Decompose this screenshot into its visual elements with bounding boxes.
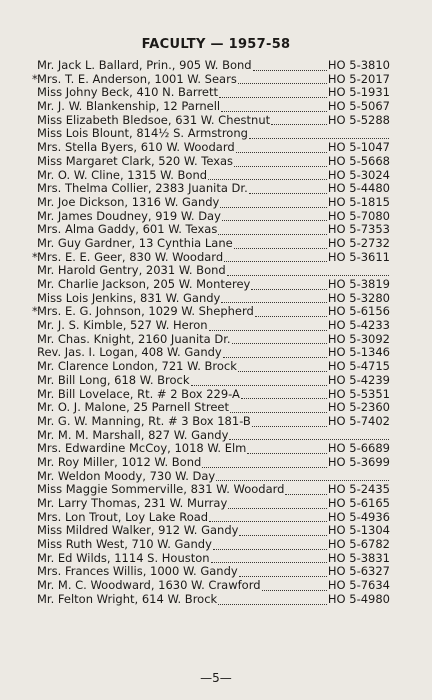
dot-leader bbox=[249, 129, 389, 139]
phone-number: HO 5-1815 bbox=[327, 194, 390, 209]
faculty-row bbox=[38, 223, 390, 237]
faculty-name-address: Mr. Charlie Jackson, 205 W. Monterey bbox=[37, 277, 251, 291]
dot-leader bbox=[229, 430, 389, 440]
dot-leader bbox=[223, 348, 327, 358]
star-marker: * bbox=[32, 71, 38, 86]
faculty-name-address: Miss Lois Jenkins, 831 W. Gandy bbox=[37, 290, 221, 305]
phone-number: HO 5-3611 bbox=[327, 249, 390, 264]
faculty-name-address: Mrs. Thelma Collier, 2383 Juanita Dr. bbox=[37, 181, 248, 196]
dot-leader bbox=[271, 115, 327, 125]
phone-number: HO 5-6165 bbox=[327, 496, 390, 510]
dot-leader bbox=[234, 157, 327, 167]
phone-number: HO 5-7402 bbox=[327, 413, 390, 428]
faculty-name-address: Miss Lois Blount, 814½ S. Armstrong bbox=[37, 126, 248, 141]
faculty-name-address: Mr. Clarence London, 721 W. Brock bbox=[37, 359, 237, 374]
faculty-name-address: Mr. Bill Long, 618 W. Brock bbox=[37, 372, 190, 387]
phone-number: HO 5-3280 bbox=[327, 290, 390, 305]
faculty-name-address: Miss Johny Beck, 410 N. Barrett bbox=[37, 85, 219, 100]
faculty-row bbox=[32, 304, 390, 319]
faculty-row bbox=[38, 346, 390, 360]
phone-number: HO 5-4480 bbox=[327, 181, 390, 196]
phone-number: HO 5-2017 bbox=[327, 71, 390, 86]
faculty-name-address: Mr. Joe Dickson, 1316 W. Gandy bbox=[37, 194, 220, 209]
phone-number: HO 5-6782 bbox=[327, 537, 390, 552]
star-marker: * bbox=[32, 304, 38, 319]
dot-leader bbox=[252, 417, 327, 427]
faculty-name-address: Miss Maggie Sommerville, 831 W. Woodard bbox=[37, 482, 285, 497]
faculty-name-address: Mr. Bill Lovelace, Rt. # 2 Box 229-A bbox=[37, 386, 240, 401]
faculty-name-address: Mrs. E. E. Geer, 830 W. Woodard bbox=[37, 249, 224, 264]
phone-number: HO 5-4715 bbox=[327, 359, 390, 374]
faculty-name-address: Miss Margaret Clark, 520 W. Texas bbox=[37, 153, 234, 168]
phone-number: HO 5-4239 bbox=[327, 372, 390, 387]
dot-leader bbox=[253, 61, 327, 71]
faculty-name-address: Mrs. Lon Trout, Loy Lake Road bbox=[37, 509, 209, 524]
dot-leader bbox=[191, 376, 327, 386]
faculty-name-address: Mr. Chas. Knight, 2160 Juanita Dr. bbox=[37, 331, 231, 346]
page-heading: FACULTY — 1957-58 bbox=[141, 37, 291, 52]
faculty-row bbox=[38, 401, 390, 415]
phone-number: HO 5-4936 bbox=[327, 509, 390, 524]
faculty-name-address: Mr. James Doudney, 919 W. Day bbox=[37, 208, 221, 223]
dot-leader bbox=[211, 553, 327, 563]
dot-leader bbox=[218, 225, 327, 235]
faculty-name-address: Mrs. E. G. Johnson, 1029 W. Shepherd bbox=[37, 304, 254, 319]
phone-number: HO 5-3831 bbox=[327, 550, 390, 565]
faculty-row bbox=[38, 483, 390, 497]
faculty-row bbox=[38, 127, 390, 141]
faculty-name-address: Rev. Jas. I. Logan, 408 W. Gandy bbox=[37, 345, 222, 360]
faculty-row bbox=[38, 237, 390, 251]
dot-leader bbox=[218, 595, 327, 605]
phone-number: HO 5-6689 bbox=[327, 441, 390, 456]
dot-leader bbox=[241, 389, 327, 399]
dot-leader bbox=[213, 540, 327, 550]
dot-leader bbox=[238, 74, 327, 84]
dot-leader bbox=[227, 266, 389, 276]
faculty-name-address: Miss Mildred Walker, 912 W. Gandy bbox=[37, 523, 239, 538]
faculty-row bbox=[38, 278, 390, 292]
dot-leader bbox=[221, 293, 327, 303]
phone-number: HO 5-5668 bbox=[327, 153, 390, 168]
phone-number: HO 5-7080 bbox=[327, 208, 390, 223]
faculty-name-address: Mr. J. S. Kimble, 527 W. Heron bbox=[37, 318, 208, 333]
phone-number: HO 5-5067 bbox=[327, 99, 390, 114]
star-marker: * bbox=[32, 249, 38, 264]
dot-leader bbox=[234, 239, 327, 249]
dot-leader bbox=[239, 567, 327, 577]
faculty-name-address: Mr. O. J. Malone, 25 Parnell Street bbox=[37, 400, 230, 415]
dot-leader bbox=[239, 526, 326, 536]
faculty-row bbox=[38, 100, 390, 114]
dot-leader bbox=[262, 581, 327, 591]
faculty-name-address: Miss Elizabeth Bledsoe, 631 W. Chestnut bbox=[37, 112, 271, 127]
phone-number: HO 5-2435 bbox=[327, 482, 390, 497]
faculty-name-address: Mrs. Stella Byers, 610 W. Woodard bbox=[37, 140, 235, 155]
dot-leader bbox=[219, 88, 327, 98]
phone-number: HO 5-4980 bbox=[327, 591, 390, 606]
dot-leader bbox=[202, 458, 327, 468]
faculty-list bbox=[32, 58, 390, 607]
faculty-row bbox=[38, 429, 390, 443]
faculty-name-address: Mr. J. W. Blankenship, 12 Parnell bbox=[37, 99, 221, 114]
faculty-row bbox=[38, 388, 390, 402]
faculty-name-address: Mr. Larry Thomas, 231 W. Murray bbox=[37, 496, 228, 510]
phone-number: HO 5-3810 bbox=[327, 58, 390, 72]
faculty-name-address: Mr. G. W. Manning, Rt. # 3 Box 181-B bbox=[37, 413, 251, 428]
dot-leader bbox=[216, 471, 389, 481]
faculty-row bbox=[32, 71, 390, 87]
phone-number: HO 5-5288 bbox=[327, 112, 390, 127]
faculty-name-address: Mrs. Frances Willis, 1000 W. Gandy bbox=[37, 564, 238, 579]
faculty-row bbox=[38, 415, 390, 429]
faculty-row bbox=[38, 374, 390, 388]
faculty-name-address: Mr. Weldon Moody, 730 W. Day bbox=[37, 468, 216, 483]
dot-leader bbox=[285, 485, 326, 495]
dot-leader bbox=[255, 307, 327, 317]
phone-number: HO 5-1047 bbox=[327, 140, 390, 155]
faculty-name-address: Mr. M. M. Marshall, 827 W. Gandy bbox=[37, 427, 229, 442]
faculty-row bbox=[38, 552, 390, 566]
phone-number: HO 5-1304 bbox=[327, 523, 390, 538]
phone-number: HO 5-5351 bbox=[327, 386, 390, 401]
faculty-name-address: Mr. O. W. Cline, 1315 W. Bond bbox=[37, 167, 208, 182]
faculty-name-address: Mrs. Edwardine McCoy, 1018 W. Elm bbox=[37, 441, 247, 456]
dot-leader bbox=[251, 280, 327, 290]
dot-leader bbox=[222, 211, 327, 221]
faculty-row bbox=[38, 470, 390, 484]
phone-number: HO 5-3024 bbox=[327, 167, 390, 182]
phone-number: HO 5-2360 bbox=[327, 400, 390, 415]
faculty-row bbox=[38, 114, 390, 128]
dot-leader bbox=[220, 198, 327, 208]
faculty-row bbox=[38, 538, 390, 552]
faculty-name-address: Mr. M. C. Woodward, 1630 W. Crawford bbox=[37, 578, 261, 593]
phone-number: HO 5-6156 bbox=[327, 304, 390, 319]
faculty-name-address: Mr. Ed Wilds, 1114 S. Houston bbox=[37, 550, 210, 565]
phone-number: HO 5-6327 bbox=[327, 564, 390, 579]
faculty-name-address: Mr. Jack L. Ballard, Prin., 905 W. Bond bbox=[37, 58, 252, 72]
faculty-row bbox=[38, 565, 390, 579]
faculty-name-address: Miss Ruth West, 710 W. Gandy bbox=[37, 537, 212, 552]
faculty-name-address: Mr. Guy Gardner, 13 Cynthia Lane bbox=[37, 235, 233, 250]
dot-leader bbox=[208, 170, 327, 180]
phone-number: HO 5-3699 bbox=[327, 454, 390, 469]
dot-leader bbox=[232, 334, 327, 344]
dot-leader bbox=[221, 102, 327, 112]
faculty-row bbox=[38, 579, 390, 593]
faculty-name-address: Mr. Harold Gentry, 2031 W. Bond bbox=[37, 263, 226, 278]
dot-leader bbox=[247, 444, 327, 454]
faculty-name-address: Mrs. T. E. Anderson, 1001 W. Sears bbox=[37, 71, 237, 86]
phone-number: HO 5-3819 bbox=[327, 277, 390, 291]
faculty-row bbox=[38, 155, 390, 169]
faculty-name-address: Mrs. Alma Gaddy, 601 W. Texas bbox=[37, 222, 218, 237]
faculty-row bbox=[38, 169, 390, 183]
faculty-row bbox=[38, 497, 390, 511]
phone-number: HO 5-1931 bbox=[327, 85, 390, 100]
faculty-row bbox=[38, 141, 390, 155]
faculty-row bbox=[38, 210, 390, 224]
phone-number: HO 5-1346 bbox=[327, 345, 390, 360]
faculty-row bbox=[38, 593, 390, 607]
faculty-row bbox=[38, 333, 390, 347]
dot-leader bbox=[236, 143, 327, 153]
faculty-row bbox=[38, 264, 390, 278]
dot-leader bbox=[228, 499, 327, 509]
faculty-row bbox=[38, 456, 390, 470]
faculty-row bbox=[38, 59, 390, 73]
faculty-row bbox=[32, 249, 390, 265]
faculty-row bbox=[38, 86, 390, 100]
dot-leader bbox=[209, 512, 327, 522]
faculty-row bbox=[38, 292, 390, 306]
faculty-name-address: Mr. Felton Wright, 614 W. Brock bbox=[37, 591, 218, 606]
phone-number: HO 5-4233 bbox=[327, 318, 390, 333]
dot-leader bbox=[224, 252, 327, 262]
faculty-row bbox=[38, 524, 390, 538]
dot-leader bbox=[238, 362, 327, 372]
faculty-row bbox=[38, 196, 390, 210]
dot-leader bbox=[209, 321, 327, 331]
faculty-row bbox=[38, 360, 390, 374]
page-number: —5— bbox=[200, 671, 232, 685]
faculty-row bbox=[38, 511, 390, 525]
phone-number: HO 5-2732 bbox=[327, 235, 390, 250]
faculty-row bbox=[38, 319, 390, 333]
phone-number: HO 5-7353 bbox=[327, 222, 390, 237]
faculty-name-address: Mr. Roy Miller, 1012 W. Bond bbox=[37, 454, 202, 469]
faculty-row bbox=[38, 182, 390, 196]
faculty-row bbox=[38, 442, 390, 456]
phone-number: HO 5-7634 bbox=[327, 578, 390, 593]
dot-leader bbox=[230, 403, 327, 413]
dot-leader bbox=[249, 184, 327, 194]
phone-number: HO 5-3092 bbox=[327, 331, 390, 346]
